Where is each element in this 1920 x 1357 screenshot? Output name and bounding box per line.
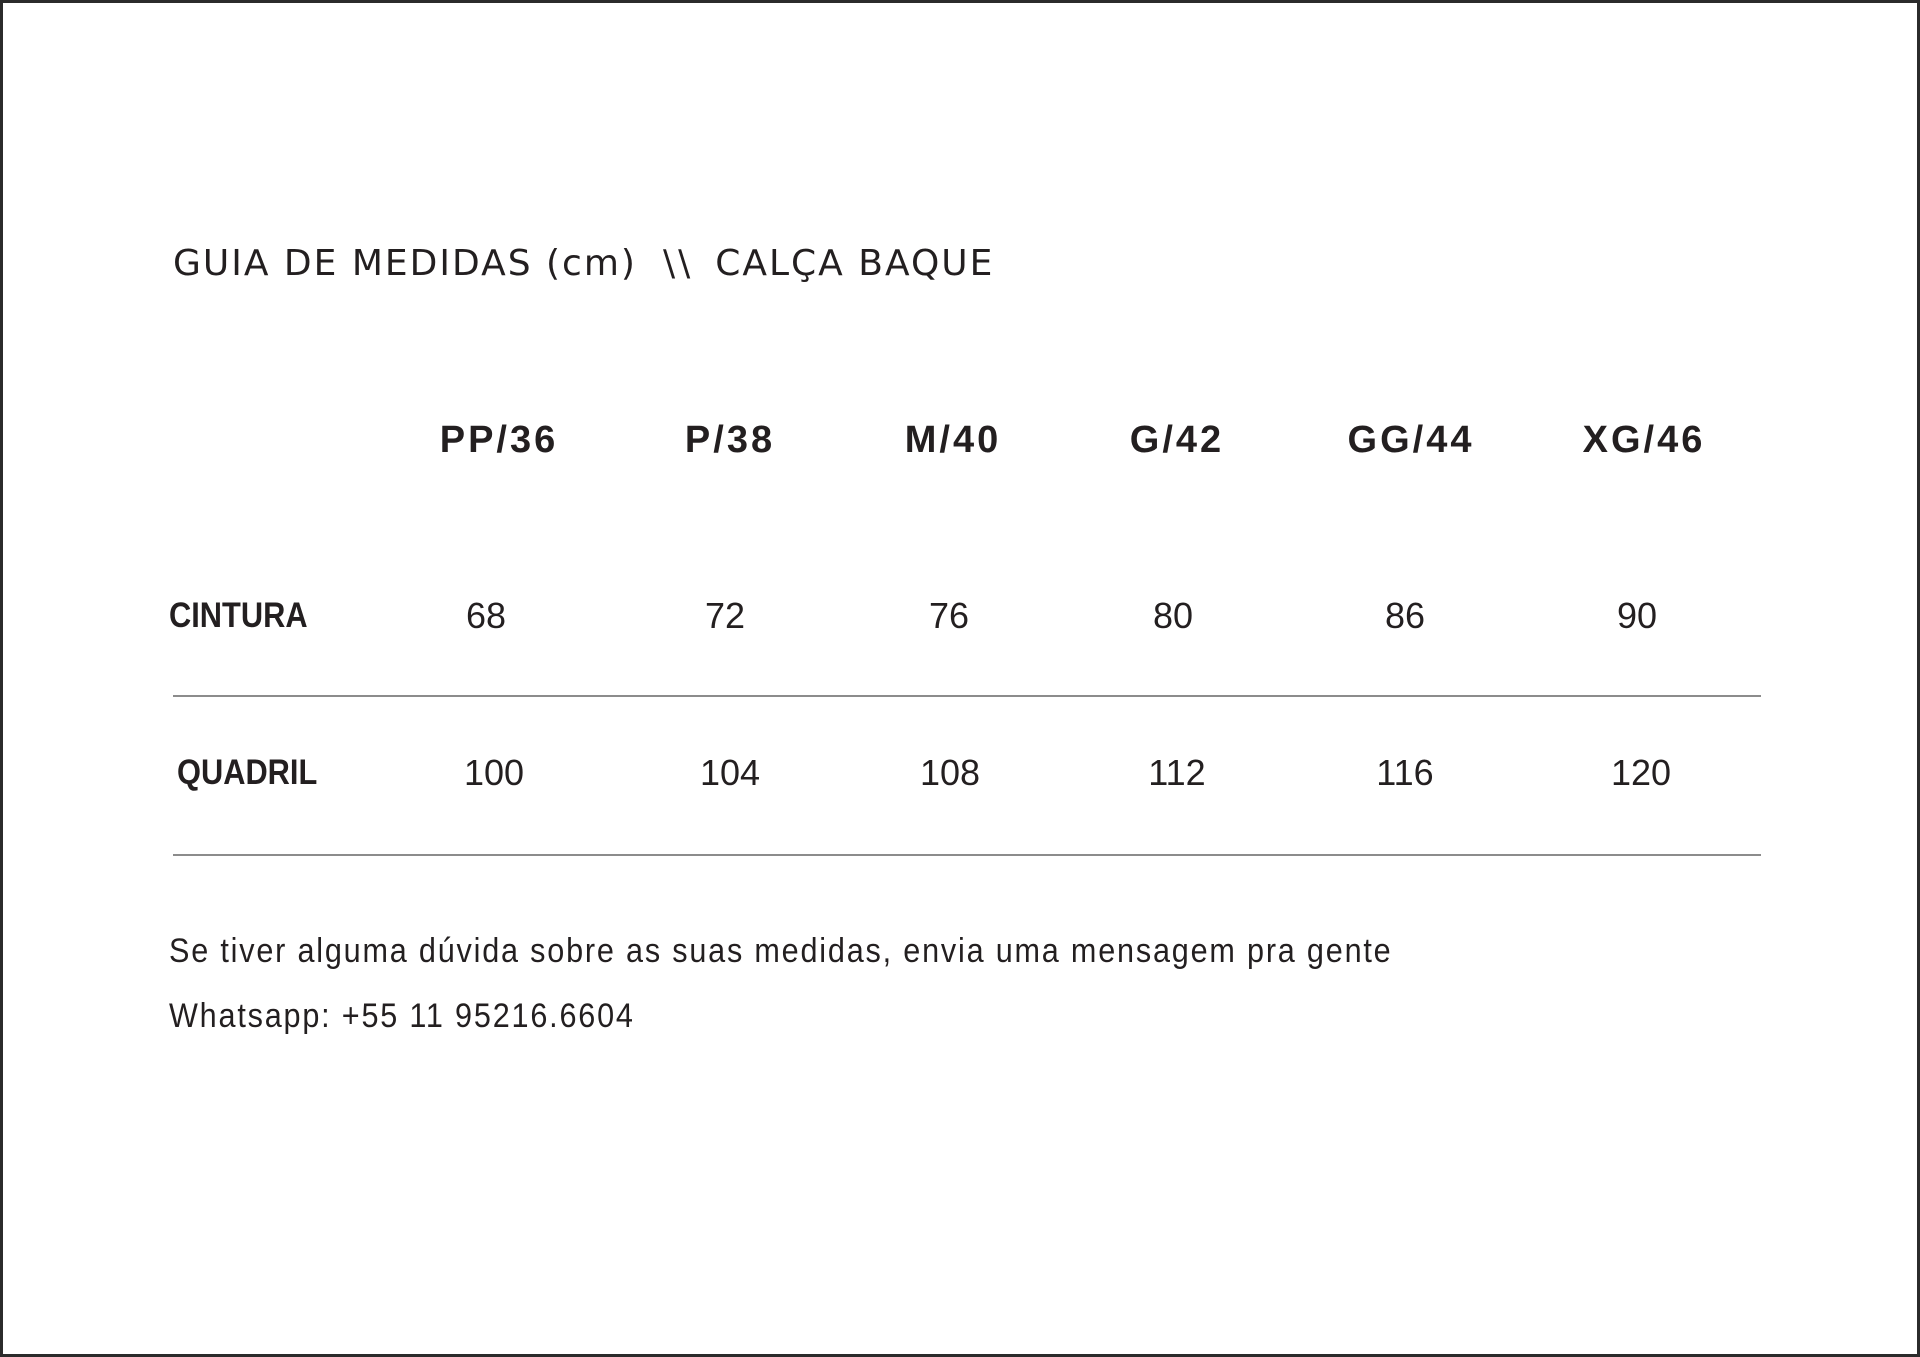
- table-cell: 86: [1384, 595, 1426, 636]
- page-title: [173, 243, 995, 284]
- table-cell: 76: [928, 595, 970, 636]
- size-header: P/38: [684, 419, 776, 461]
- row-divider: [173, 695, 1761, 697]
- size-header: GG/44: [1347, 419, 1475, 461]
- row-label-cintura: CINTURA: [169, 596, 308, 635]
- size-header: M/40: [904, 419, 1002, 461]
- title-separator: \\: [662, 243, 694, 284]
- size-header: XG/46: [1582, 419, 1706, 461]
- table-cell: 112: [1148, 752, 1206, 793]
- title-main: GUIA DE MEDIDAS (cm): [173, 243, 637, 284]
- table-cell: 100: [463, 752, 525, 793]
- table-cell: 104: [699, 752, 761, 793]
- table-cell: 90: [1616, 595, 1658, 636]
- table-cell: 72: [704, 595, 746, 636]
- table-cell: 80: [1152, 595, 1194, 636]
- table-cell: 68: [465, 595, 507, 636]
- row-label-quadril: QUADRIL: [177, 753, 318, 792]
- table-cell: 116: [1376, 752, 1434, 793]
- table-cell: 120: [1610, 752, 1672, 793]
- size-header-row: [3, 421, 1917, 471]
- table-cell: 108: [919, 752, 981, 793]
- whatsapp-contact: Whatsapp: +55 11 95216.6604: [169, 997, 635, 1035]
- title-product: CALÇA BAQUE: [715, 243, 995, 284]
- size-header: PP/36: [439, 419, 559, 461]
- size-header: G/42: [1129, 419, 1225, 461]
- help-note: Se tiver alguma dúvida sobre as suas medidas, envia uma mensagem pra gente: [169, 932, 1393, 970]
- row-divider: [173, 854, 1761, 856]
